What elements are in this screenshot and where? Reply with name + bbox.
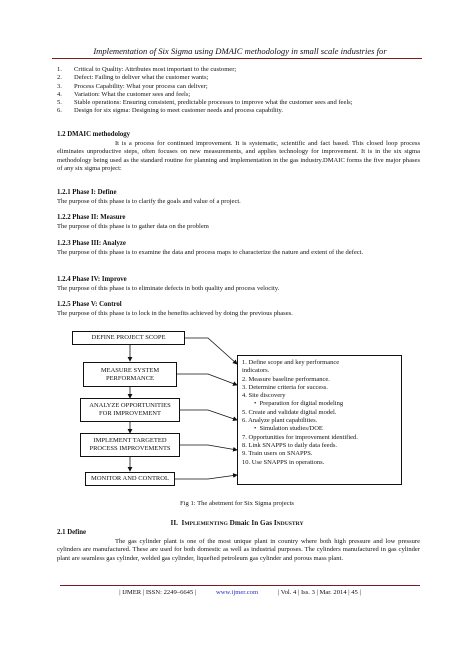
list-item-number: 2. — [57, 74, 62, 82]
steps-box — [237, 355, 402, 485]
footer-rule — [60, 585, 420, 586]
heading-small: as — [265, 519, 273, 527]
heading-cap: D — [229, 519, 235, 527]
heading-small: n — [254, 519, 259, 527]
step-item: 9. Train users on SNAPPS. — [242, 450, 313, 458]
step-item: indicators. — [242, 367, 270, 375]
heading-small: maic — [234, 519, 250, 527]
phase-box-label: PROCESS IMPROVEMENTS — [89, 445, 171, 452]
bullet-icon: • — [254, 400, 257, 408]
list-item — [57, 91, 427, 99]
phase-box-label: IMPLEMENT TARGETED — [93, 437, 167, 445]
bullet-icon: • — [254, 425, 257, 433]
section-number: II. — [170, 519, 178, 527]
list-item-number: 3. — [57, 82, 62, 90]
phase-box-label: FOR IMPROVEMENT — [99, 410, 161, 417]
phase-measure-text: The purpose of this phase is to gather data on the problem — [57, 223, 209, 230]
phase-box-control — [85, 472, 175, 486]
list-item-number: 4. — [57, 90, 62, 98]
list-item-text: Variation: What the customer sees and feels; — [74, 90, 191, 98]
phase-box-define — [72, 331, 185, 345]
list-item-number: 1. — [57, 66, 62, 73]
section-heading-implementing — [0, 519, 474, 529]
phase-box-label: ANALYZE OPPORTUNITIES — [89, 402, 171, 410]
heading-cap: I — [251, 519, 255, 527]
list-item-text: Design for six sigma: Designing to meet customer needs and process capability. — [74, 107, 284, 115]
phase-box-analyze — [80, 398, 180, 422]
step-subitem-text: Simulation studies/DOE — [259, 425, 323, 433]
list-item — [57, 66, 427, 74]
dmaic-paragraph: It is a process for continued improvement. It is systematic, scientific and fact based. This closed loop process eliminates unproductive steps, often focuses on new measurements, and applies technology for improvement. It is in the six sigma methodology being used as the standard routine for planning and implementation in the gas industry.DMAIC forms the five major phases of any six sigma project: — [57, 140, 420, 172]
step-item: 3. Determine criteria for success. — [242, 383, 328, 391]
step-subitem — [242, 400, 397, 408]
heading-cap: I — [181, 519, 185, 527]
definition-list — [57, 66, 427, 116]
phase-box-label: DEFINE PROJECT SCOPE — [91, 334, 166, 342]
phase-analyze-text: The purpose of this phase is to examine the data and process maps to characterize the nature and extent of the defect. — [57, 249, 364, 256]
list-item — [57, 107, 427, 115]
phase-measure-heading: 1.2.2 Phase II: Measure — [57, 214, 126, 221]
list-item — [57, 99, 427, 107]
phase-define-heading: 1.2.1 Phase I: Define — [57, 189, 117, 196]
step-subitem — [242, 425, 397, 433]
footer-issue-info: | Vol. 4 | Iss. 3 | Mar. 2014 | 45 | — [277, 589, 361, 596]
heading-cap: G — [260, 519, 266, 527]
figure-caption: Fig 1: The abetment for Six Sigma projects — [180, 500, 294, 507]
section-heading-dmaic: 1.2 DMAIC methodology — [57, 131, 131, 138]
step-item: 2. Measure baseline performance. — [242, 375, 330, 383]
phase-improve-text: The purpose of this phase is to eliminate defects in both quality and process velocity. — [57, 285, 280, 292]
phase-box-measure — [83, 362, 177, 387]
phase-box-label: MONITOR AND CONTROL — [91, 475, 169, 483]
step-item: 7. Opportunities for improvement identified. — [242, 433, 358, 441]
list-item — [57, 74, 427, 82]
phase-box-improve — [80, 433, 180, 457]
list-item-number: 5. — [57, 99, 62, 107]
phase-control-text: The purpose of this phase is to lock in the benefits achieved by doing the previous phases. — [57, 310, 293, 317]
phase-improve-heading: 1.2.4 Phase IV: Improve — [57, 276, 127, 283]
footer-journal-info: | IJMER | ISSN: 2249–6645 | — [119, 589, 197, 596]
phase-define-text: The purpose of this phase is to clarify the goals and value of a project. — [57, 198, 241, 205]
step-item: 8. Link SNAPPS to daily data feeds. — [242, 441, 337, 449]
step-item: 4. Site discovery — [242, 392, 286, 400]
bracket-define — [185, 338, 237, 364]
header-rule — [52, 58, 422, 59]
list-item-text: Defect: Failing to deliver what the customer wants; — [74, 74, 209, 82]
bracket-measure — [177, 374, 237, 385]
define-paragraph: The gas cylinder plant is one of the most unique plant in country where both high pressure and low pressure cylinders are manufactured. These are used for both domestic as well as industrial purposes. The cylinders manufactured in gas cylinder plant are seamless gas cylinder, welded gas cylinder, liquefied petroleum gas cylinder and porous mass plant. — [57, 538, 420, 562]
heading-small: MPLEMENTING — [184, 521, 228, 527]
step-item: 10. Use SNAPPS in operations. — [242, 458, 325, 466]
step-item: 1. Define scope and key performance — [242, 359, 340, 366]
step-item: 6. Analyze plant capabilities. — [242, 417, 318, 425]
phase-box-label: MEASURE SYSTEM — [100, 366, 160, 374]
running-head: Implementation of Six Sigma using DMAIC methodology in small scale industries for — [93, 46, 387, 56]
footer-website-link[interactable]: www.ijmer.com — [216, 589, 259, 596]
list-item-text: Process Capability: What your process can deliver; — [74, 82, 208, 90]
step-item: 5. Create and validate digital model. — [242, 408, 337, 416]
phase-box-label: PERFORMANCE — [105, 374, 155, 382]
bracket-control — [175, 475, 237, 479]
phase-analyze-heading: 1.2.3 Phase III: Analyze — [57, 240, 126, 247]
list-item-text: Stable operations: Ensuring consistent, predictable processes to improve what the customer sees and feels; — [74, 99, 353, 107]
page-footer — [60, 589, 420, 597]
step-subitem-text: Preparation for digital modeling — [259, 400, 344, 408]
bracket-analyze — [180, 410, 237, 420]
phase-control-heading: 1.2.5 Phase V: Control — [57, 301, 122, 308]
bracket-improve — [180, 445, 237, 450]
subsection-heading-define: 2.1 Define — [57, 529, 87, 536]
list-item-number: 6. — [57, 107, 62, 115]
list-item-text: Critical to Quality: Attributes most important to the customer; — [74, 66, 237, 73]
list-item — [57, 83, 427, 91]
heading-small: NDUSTRY — [276, 521, 304, 527]
heading-cap: I — [273, 519, 277, 527]
